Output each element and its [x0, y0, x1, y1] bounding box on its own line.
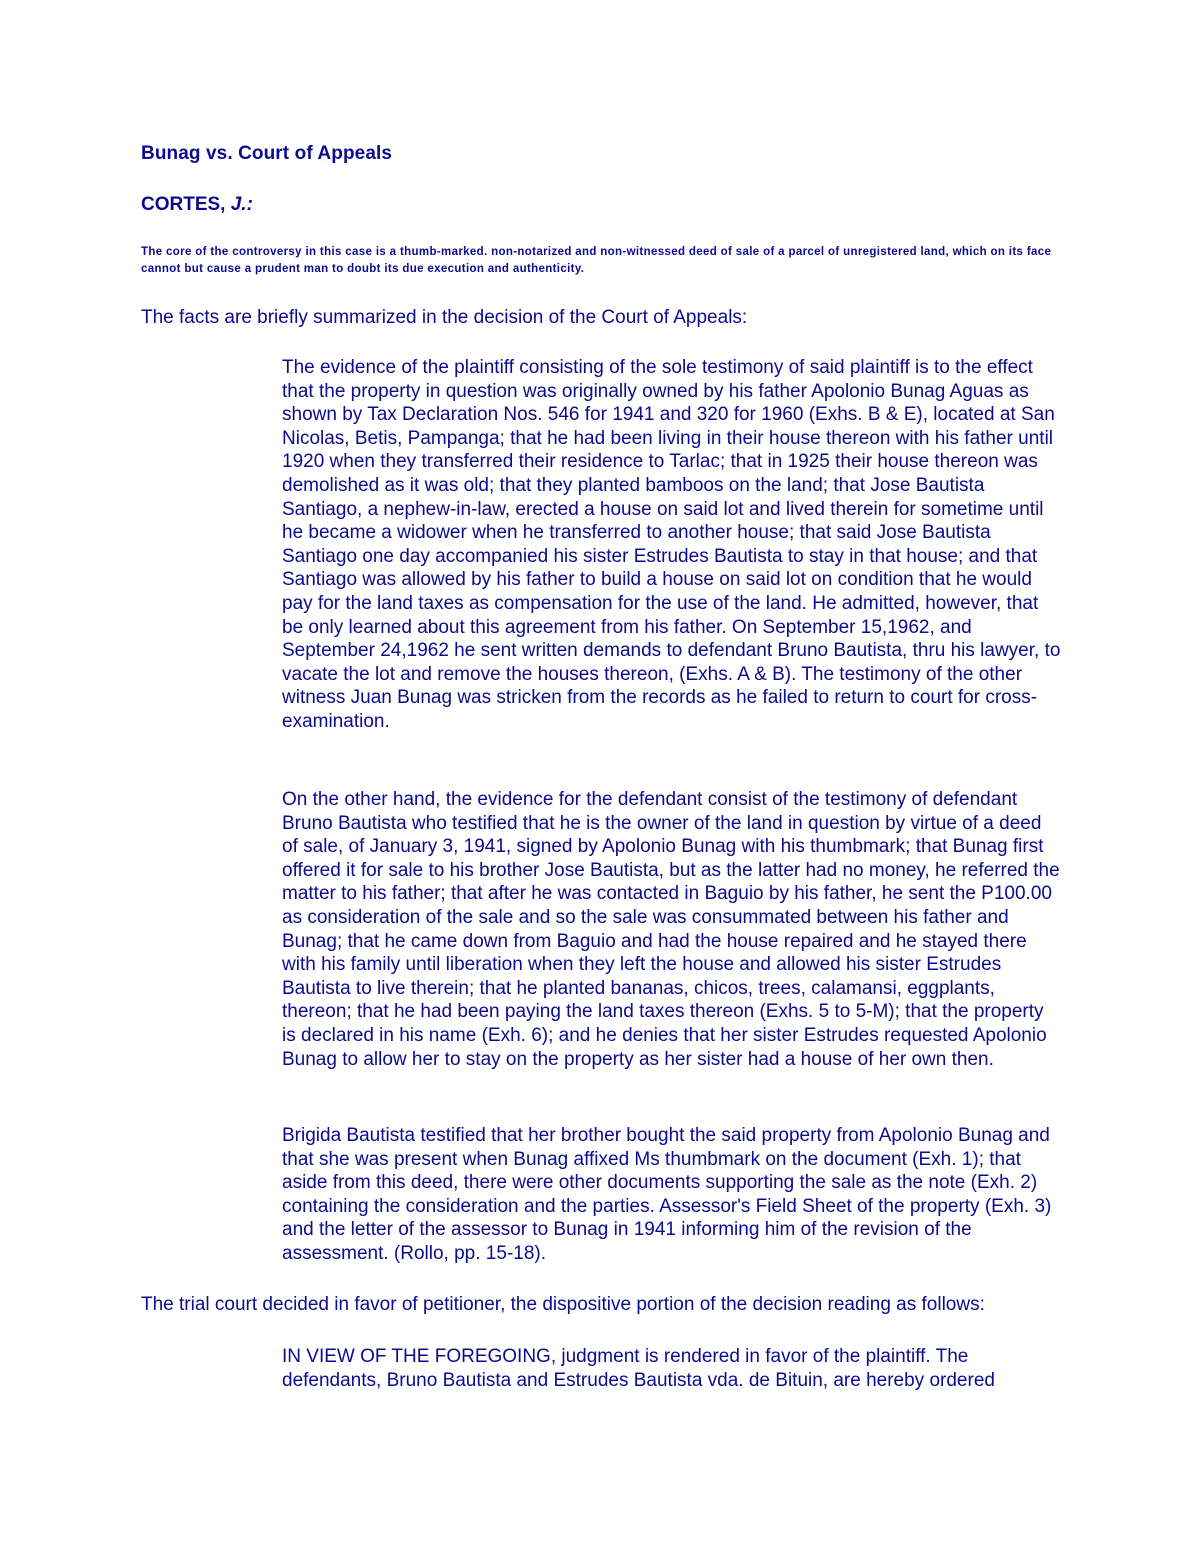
brigida-testimony-quote: Brigida Bautista testified that her brother bought the said property from Apolonio Bunag and that she was present when Bunag affixed Ms thumbmark on the document (Exh. 1); that aside from this deed, there were other documents supporting the sale as the note (Exh. 2) containing the consideration and the parties. Assessor's Field Sheet of the property (Exh. 3) and the letter of the assessor to Bunag in 1941 informing him of the revision of the assessment. (Rollo, pp. 15-18).	[282, 1125, 1052, 1264]
defendant-evidence-quote: On the other hand, the evidence for the defendant consist of the testimony of defendant Bruno Bautista who testified that he is the owner of the land in question by virtue of a deed of sale, of January 3, 1941, signed by Apolonio Bunag with his thumbmark; that Bunag first offered it for sale to his brother Jose Bautista, but as the latter had no money, he referred the matter to his father; that after he was contacted in Baguio by his father, he sent the P100.00 as consideration of the sale and so the sale was consummated between his father and Bunag; that he came down from Baguio and had the house repaired and he stayed there with his family until liberation when they left the house and allowed his sister Estrudes Bautista to live therein; that he planted bananas, chicos, trees, calamansi, eggplants, thereon; that he had been paying the land taxes thereon (Exhs. 5 to 5-M); that the property is declared in his name (Exh. 6); and he denies that her sister Estrudes requested Apolonio Bunag to allow her to stay on the property as her sister had a house of her own then.	[282, 789, 1060, 1070]
judgment-quote: IN VIEW OF THE FOREGOING, judgment is rendered in favor of the plaintiff. The defendants, Bruno Bautista and Estrudes Bautista vda. de Bituin, are hereby ordered	[282, 1346, 995, 1391]
plaintiff-evidence-quote: The evidence of the plaintiff consisting of the sole testimony of said plaintiff is to the effect that the property in question was originally owned by his father Apolonio Bunag Aguas as shown by Tax Declaration Nos. 546 for 1941 and 320 for 1960 (Exhs. B & E), located at San Nicolas, Betis, Pampanga; that he had been living in their house thereon with his father until 1920 when they transferred their residence to Tarlac; that in 1925 their house thereon was demolished as it was old; that they planted bamboos on the land; that Jose Bautista Santiago, a nephew-in-law, erected a house on said lot and lived therein for sometime until he became a widower when he transferred to another house; that said Jose Bautista Santiago one day accompanied his sister Estrudes Bautista to stay in that house; and that Santiago was allowed by his father to build a house on said lot on condition that he would pay for the land taxes as compensation for the use of the land. He admitted, however, that be only learned about this agreement from his father. On September 15,1962, and September 24,1962 he sent written demands to defendant Bruno Bautista, thru his lawyer, to vacate the lot and remove the houses thereon, (Exhs. A & B). The testimony of the other witness Juan Bunag was stricken from the records as he failed to return to court for cross-examination.	[282, 357, 1061, 732]
ponente-line	[141, 194, 253, 216]
trial-court-paragraph: The trial court decided in favor of petitioner, the dispositive portion of the decision reading as follows:	[141, 1294, 985, 1315]
intro-paragraph: The core of the controversy in this case is a thumb-marked. non-notarized and non-witnessed deed of sale of a parcel of unregistered land, which on its face cannot but cause a prudent man to doubt its due execution and authenticity.	[141, 246, 1052, 275]
case-title: Bunag vs. Court of Appeals	[141, 143, 393, 164]
ponente-suffix: J.:	[230, 194, 253, 215]
facts-intro-paragraph: The facts are briefly summarized in the decision of the Court of Appeals:	[141, 307, 748, 328]
ponente-name: CORTES,	[141, 194, 231, 215]
